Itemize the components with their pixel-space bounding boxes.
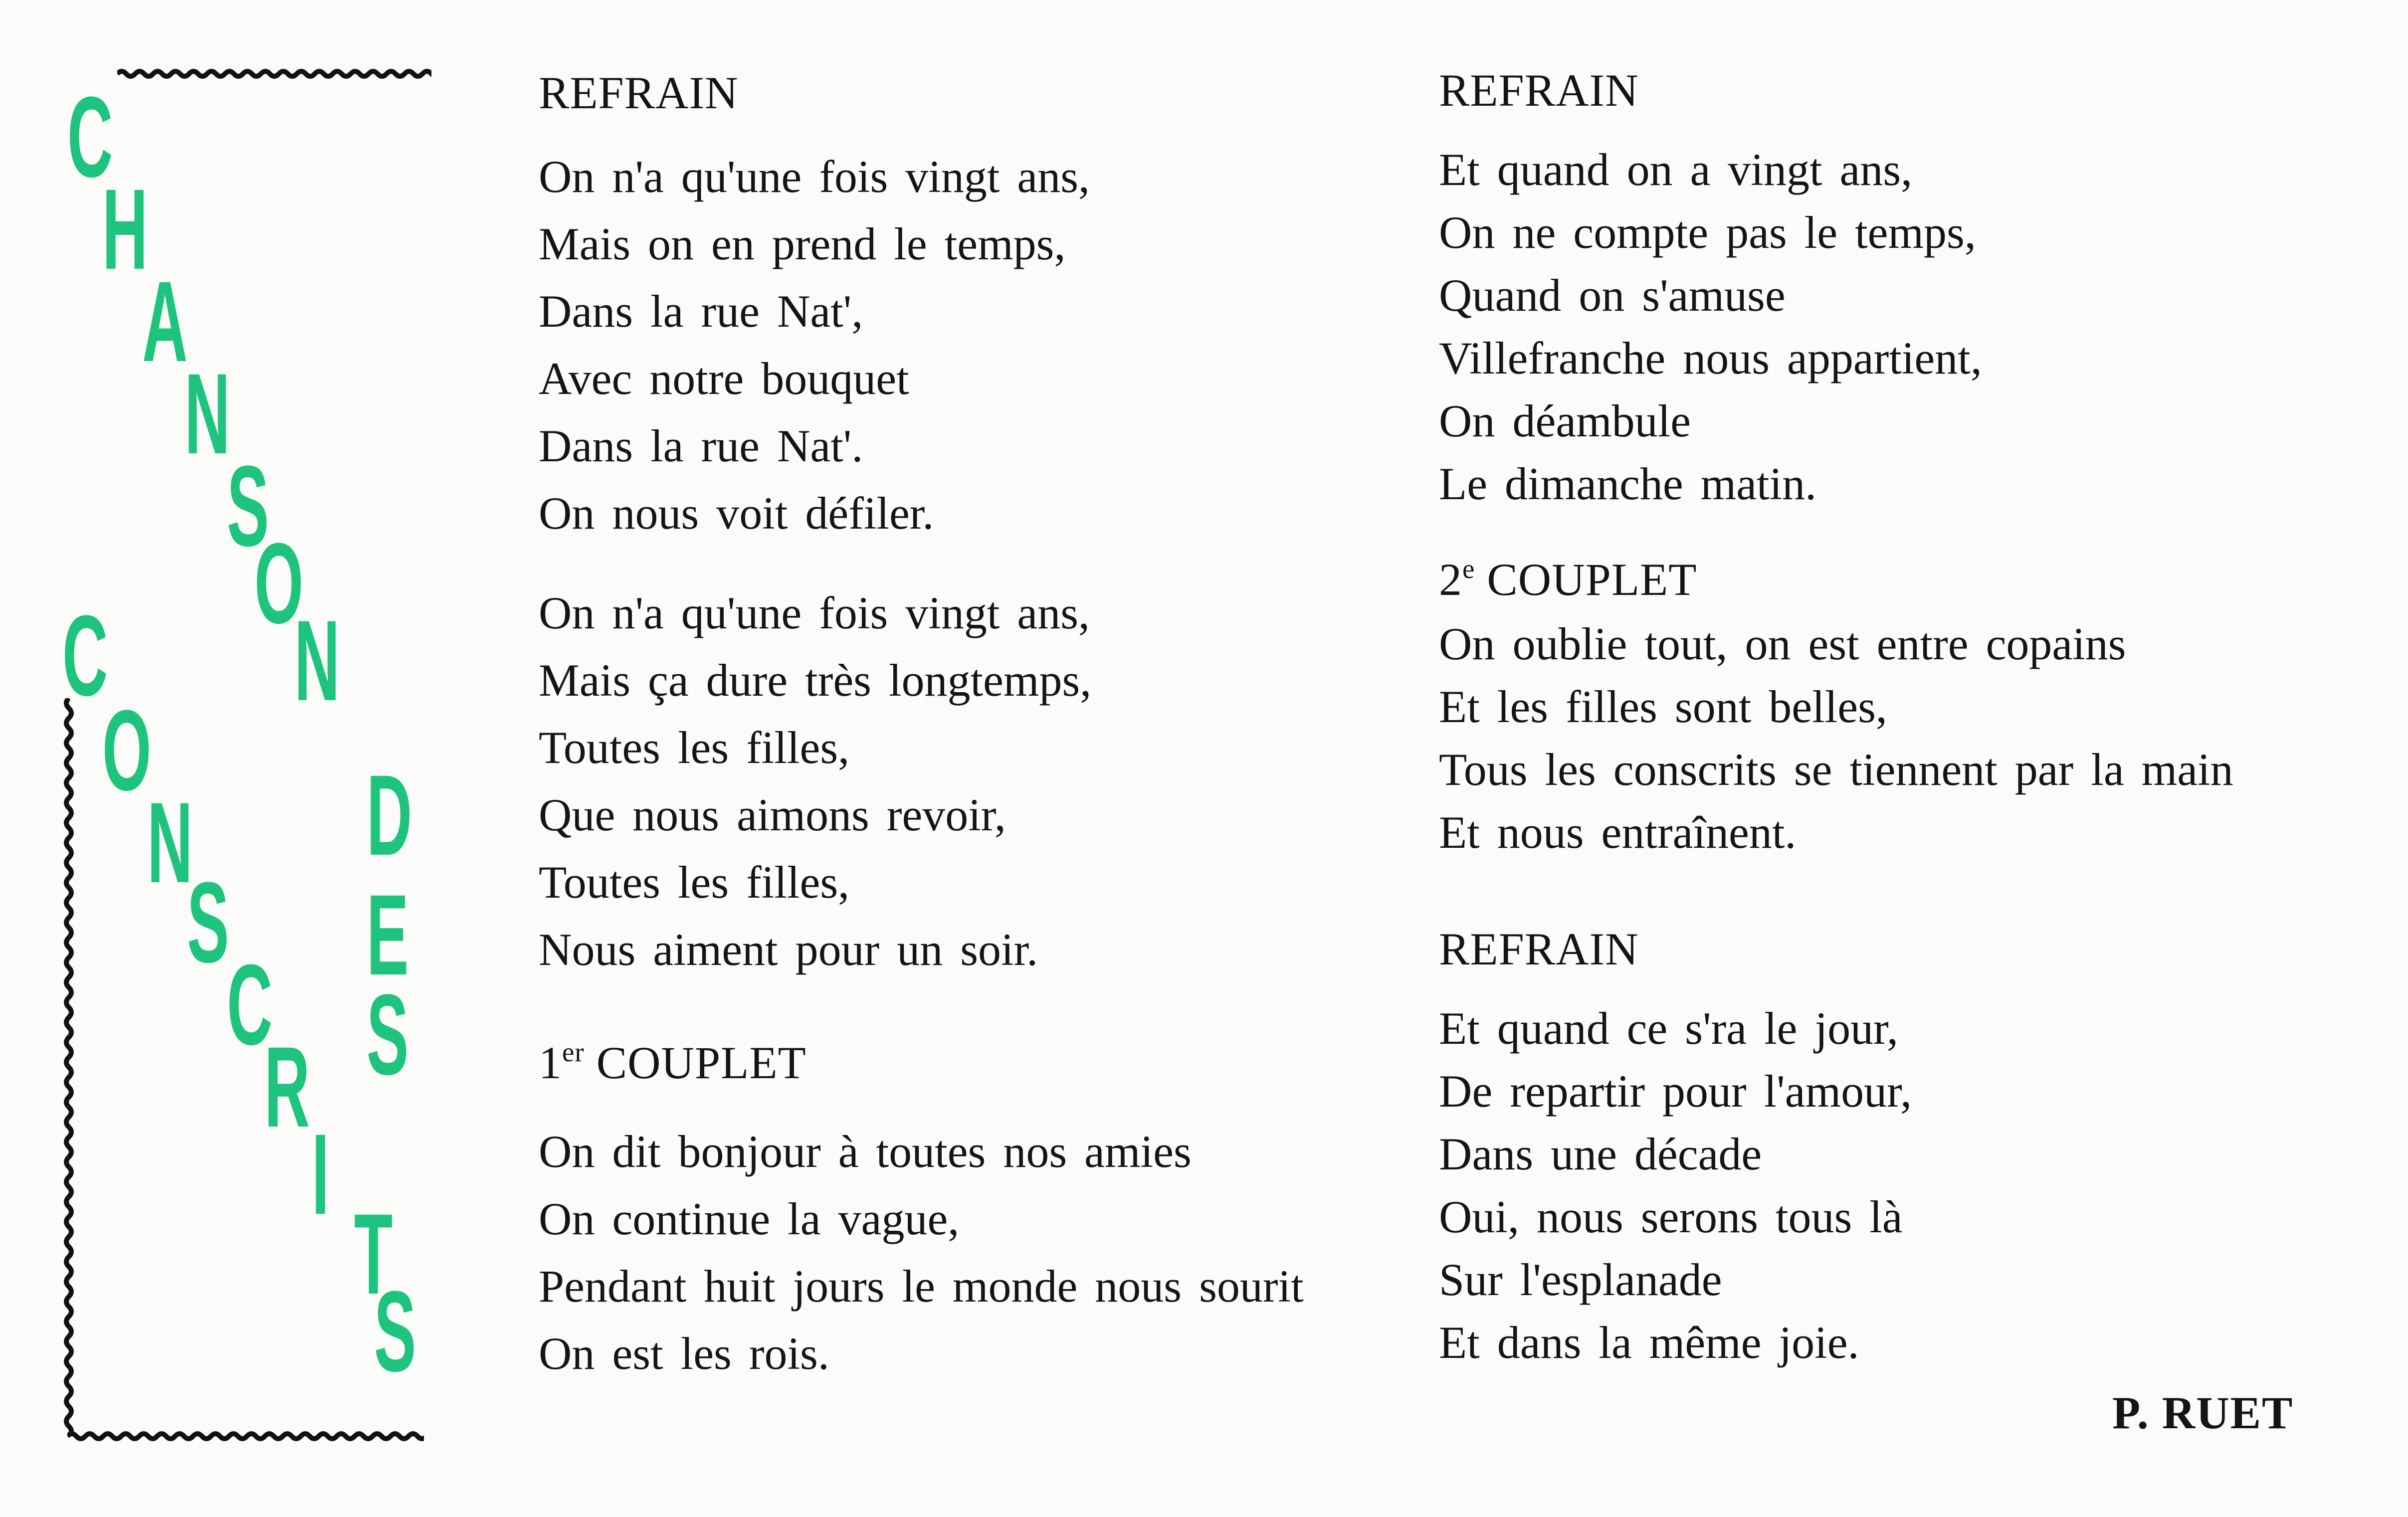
refrain-2-stanza bbox=[1439, 138, 2233, 515]
top-wave-line bbox=[117, 64, 431, 84]
title-letter: A bbox=[142, 257, 188, 385]
verse-line: On nous voit défiler. bbox=[539, 488, 934, 539]
title-letter: S bbox=[374, 1267, 416, 1395]
title-letter: C bbox=[67, 73, 113, 201]
verse-line: Mais ça dure très longtemps, bbox=[539, 655, 1092, 706]
verse-line: On n'a qu'une fois vingt ans, bbox=[539, 151, 1090, 202]
verse-line: Nous aiment pour un soir. bbox=[539, 924, 1038, 975]
refrain-3-heading: REFRAIN bbox=[1439, 924, 1639, 974]
verse-line: Mais on en prend le temps, bbox=[539, 218, 1066, 269]
title-letter: R bbox=[264, 1023, 310, 1151]
title-letter: O bbox=[102, 686, 152, 814]
title-letter: H bbox=[102, 165, 148, 293]
verse-line: Et les filles sont belles, bbox=[1439, 681, 1887, 732]
refrain-stanza-2 bbox=[539, 579, 1304, 983]
title-letter: I bbox=[312, 1110, 330, 1238]
verse-line: Toutes les filles, bbox=[539, 722, 850, 773]
refrain-3-stanza bbox=[1439, 997, 2233, 1374]
couplet-superscript: er bbox=[562, 1037, 585, 1067]
verse-line: On n'a qu'une fois vingt ans, bbox=[539, 587, 1090, 638]
title-letter: E bbox=[367, 871, 409, 999]
verse-line: Dans la rue Nat'. bbox=[539, 420, 863, 471]
couplet-2-stanza bbox=[1439, 612, 2233, 864]
verse-line: Et quand ce s'ra le jour, bbox=[1439, 1003, 1899, 1054]
verse-line: Villefranche nous appartient, bbox=[1439, 333, 1982, 383]
verse-line: Et dans la même joie. bbox=[1439, 1317, 1859, 1368]
bottom-wave-line bbox=[67, 1426, 424, 1446]
verse-line: On ne compte pas le temps, bbox=[1439, 207, 1976, 258]
title-letter: N bbox=[147, 778, 193, 907]
title-letter: C bbox=[227, 941, 273, 1069]
left-wave-line bbox=[59, 698, 79, 1436]
couplet-label: COUPLET bbox=[596, 1037, 806, 1088]
verse-line: Et nous entraînent. bbox=[1439, 807, 1797, 858]
couplet-2-heading bbox=[1439, 554, 2233, 605]
column-left bbox=[539, 67, 1304, 1387]
title-letter: S bbox=[367, 970, 409, 1099]
couplet-number: 2 bbox=[1439, 554, 1462, 605]
couplet-number: 1 bbox=[539, 1037, 562, 1088]
verse-line: Avec notre bouquet bbox=[539, 353, 909, 404]
title-letter: S bbox=[187, 858, 229, 986]
verse-line: Et quand on a vingt ans, bbox=[1439, 144, 1913, 195]
verse-line: Dans une décade bbox=[1439, 1129, 1762, 1179]
title-letter: C bbox=[62, 591, 108, 720]
refrain-stanza-1 bbox=[539, 143, 1304, 547]
verse-line: Oui, nous serons tous là bbox=[1439, 1191, 1903, 1242]
couplet-1-heading bbox=[539, 1038, 1304, 1086]
title-letter: S bbox=[227, 442, 269, 570]
verse-line: On déambule bbox=[1439, 395, 1691, 446]
verse-line: Dans la rue Nat', bbox=[539, 286, 863, 337]
title-letter: N bbox=[294, 596, 340, 725]
verse-line: On est les rois. bbox=[539, 1328, 829, 1379]
title-letter: T bbox=[354, 1190, 393, 1318]
verse-line: Que nous aimons revoir, bbox=[539, 789, 1006, 840]
title-letter: D bbox=[367, 751, 412, 879]
couplet-1-stanza bbox=[539, 1118, 1304, 1387]
verse-line: Pendant huit jours le monde nous sourit bbox=[539, 1261, 1304, 1312]
verse-line: Le dimanche matin. bbox=[1439, 458, 1817, 509]
couplet-label: COUPLET bbox=[1487, 554, 1697, 605]
couplet-superscript: e bbox=[1462, 554, 1475, 584]
author-signature: P. RUET bbox=[2112, 1387, 2294, 1438]
verse-line: On continue la vague, bbox=[539, 1193, 960, 1244]
verse-line: De repartir pour l'amour, bbox=[1439, 1066, 1912, 1117]
verse-line: Quand on s'amuse bbox=[1439, 270, 1786, 321]
title-letter: N bbox=[185, 350, 230, 478]
refrain-2-heading: REFRAIN bbox=[1439, 65, 1639, 116]
column-right bbox=[1439, 67, 2233, 1374]
verse-line: Sur l'esplanade bbox=[1439, 1254, 1722, 1305]
refrain-heading: REFRAIN bbox=[539, 67, 739, 118]
title-letter: O bbox=[254, 519, 304, 647]
verse-line: On oublie tout, on est entre copains bbox=[1439, 618, 2126, 669]
verse-line: Tous les conscrits se tiennent par la main bbox=[1439, 744, 2233, 795]
verse-line: On dit bonjour à toutes nos amies bbox=[539, 1126, 1192, 1177]
verse-line: Toutes les filles, bbox=[539, 857, 850, 908]
